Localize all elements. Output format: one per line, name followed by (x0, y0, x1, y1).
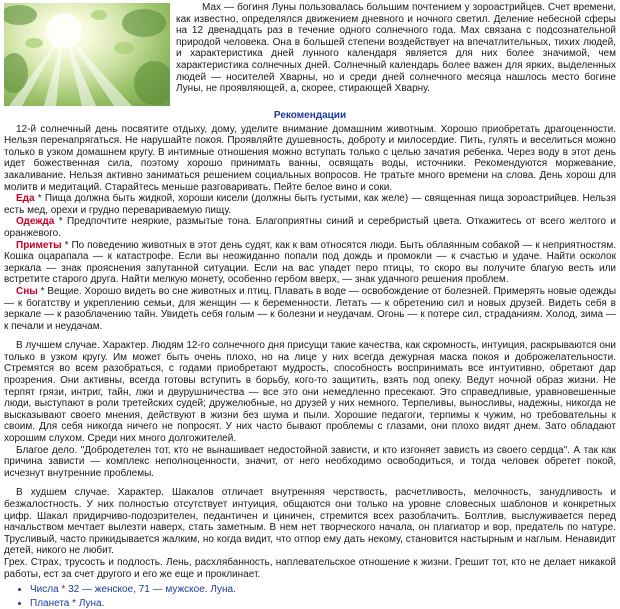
good-deed-text: Благое дело. "Добродетелен тот, кто не вынашивает недостойной зависти, и кто изгоняет зависть из своего сердца". А так как причина зависти — комплекс неполноценности, значит, от него необходимо освободиться, и тогда человек обретет покой, исчезнут внутренние проблемы. (4, 444, 616, 479)
omens-paragraph (4, 240, 616, 286)
recommendations-heading: Рекомендации (273, 110, 347, 121)
clothes-text: * Предпочтите неяркие, размытые тона. Благоприятны синий и серебристый цвета. Откажитесь от всего желтого и оранжевого. (4, 216, 617, 239)
sins-text: Грех. Страх, трусость и подлость. Лень, расхлябанность, наплевательское отношение к жизни. Грешит тот, кто не делает никакой работы, ест за счет другого и его же еще и проклинает. (4, 556, 616, 580)
food-label: Еда (16, 193, 35, 205)
dreams-label: Сны (16, 285, 38, 297)
omens-label: Приметы (16, 239, 62, 251)
sunlit-foliage-image (4, 3, 170, 106)
attributes-list (4, 584, 616, 609)
omens-text: * По поведению животных в этот день судят, как к вам относятся люди. Быть облаянным собакой — к неприятностям. Кошка оцарапала — к катастрофе. Если вы неожиданно попали под дождь и промокли — к счастью и удаче. Найти осколок зеркала — знак прояснения запутанной ситуации. Если на вас упадет перо птицы, то скоро вы получите благую весть или встретите старого друга. Найти мелкую монету, особенно гербом вверх, — знак удачного решения проблем. (4, 239, 617, 286)
recommendations-text: 12-й солнечный день посвятите отдыху, дому, уделите внимание домашним животным. Хорошо приобретать драгоценности. Нельзя перенапрягаться. Не нарушайте покоя. Проявляйте душевность, доброту и милосердие. Пить, гулять и веселиться можно только в узком домашнем кругу. В интимные отношения можно вступать только с целью зачатия ребенка. Через воду в этот день идет божественная сила, поэтому хорошо принимать ванны, освящать воды, источники. Рекомендуются моржевание, закаливание. Нельзя активно заниматься решением социальных вопросов. Не тратьте много времени на слова. День хорош для молитв и медитаций. Старайтесь меньше разговаривать. Пейте белое вино и соки. (4, 123, 616, 193)
food-paragraph (4, 193, 616, 216)
spacer (4, 479, 616, 487)
spacer (4, 332, 616, 340)
intro-block (4, 2, 616, 106)
intro-text: Мах — богиня Луны пользовалась большим почтением у зороастрийцев. Счет времени, как известно, определялся движением дневного и ночного светил. Деление небесной сферы на 12 двенадцать раз в течение одного солнечного года. Мах связана с подсознательной природой человека. Она в большей степени воздействует на впечатлительных, тихих людей, и характеристика дней лунного календаря является для них более значимой, чем характеристика солнечных дней. Солнечный календарь более важен для ярких, выделенных людей — носителей Хварны, но и среди дней солнечного месяца нашлось место богине Луны, не проявляющей, а, скорее, стирающей Хварну. (176, 2, 616, 95)
sun-rays-illustration (4, 3, 170, 106)
worst-case-text: В худшем случае. Характер. Шакалов отличает внутренняя черствость, расчетливость, мелочность, занудливость и безжалостность. У них полностью отсутствует интуиция, общаются они только на уровне словесных шаблонов и конкретных цифр. Шакал придирчиво-подозрителен, педантичен и циничен, стремится всех разоблачить. Болтлив, выслуживается перед начальством мечтает вылезти наверх, стать заметным. В нем нет творческого начала, он плагиатор и вор, предатель по натуре. Трусливый, часто прикидывается жалким, но когда видит, что отпор ему дать некому, становится настырным и наглым. Ненавидит детей, никого не любит. (4, 487, 616, 557)
clothes-paragraph (4, 216, 616, 239)
food-text: * Пища должна быть жидкой, хороши кисели (должны быть густыми, как желе) — священная пища зороастрийцев. Нельзя есть мед, орехи и грудно перевариваемую пищу. (4, 193, 616, 216)
dreams-paragraph (4, 286, 616, 332)
list-item: • Планета * Луна. (30, 598, 616, 609)
best-case-text: В лучшем случае. Характер. Людям 12-го солнечного дня присущи такие качества, как скромность, интуиция, раскрываются они только в узком кругу. Им может быть очень плохо, но на лице у них всегда дежурная маска покоя и доброжелательности. Стремятся во всем разобраться, с годами приобретают мудрость, способность воспринимать все интуитивно, обретают дар прозрения. Они активны, всегда готовы вступить в борьбу, кого-то защитить, взять под опеку. Ведут ночной образ жизни. Не терпят грязи, интриг, тайн, лжи и двурушничества — все это они немедленно пресекают. Это справедливые, уравновешенные люди, выступают в роли третейских судей; дружелюбные, но друзей у них немного. Терпеливы, выносливы, надежны, никогда не высказывают своего мнения, действуют в жизни без шума и пыли. Хорошие педагоги, терпимы к чужим, но требовательны к своим. Для себя никогда ничего не попросят. У них часто бывают проблемы с глазами, они плохо видят днем. Зато обладают хорошим слухом. Среди них много долгожителей. (4, 340, 616, 445)
list-item: • Числа * 32 — женское, 71 — мужское. Луна. (30, 584, 616, 596)
dreams-text: * Вещие. Хорошо видеть во сне животных и птиц. Плавать в воде — освобождение от болезней. Примерять новые одежды — к богатству и укреплению семьи, для женщин — к беременности. Летать — к обретению сил и новых друзей. Видеть себя в зеркале — к разоблачению тайн. Увидеть себя голым — к болезни и неудачам. Огонь — к потере сил, страданиям. Холод, зима — к печали и неудачам. (4, 285, 617, 332)
clothes-label: Одежда (16, 216, 55, 228)
